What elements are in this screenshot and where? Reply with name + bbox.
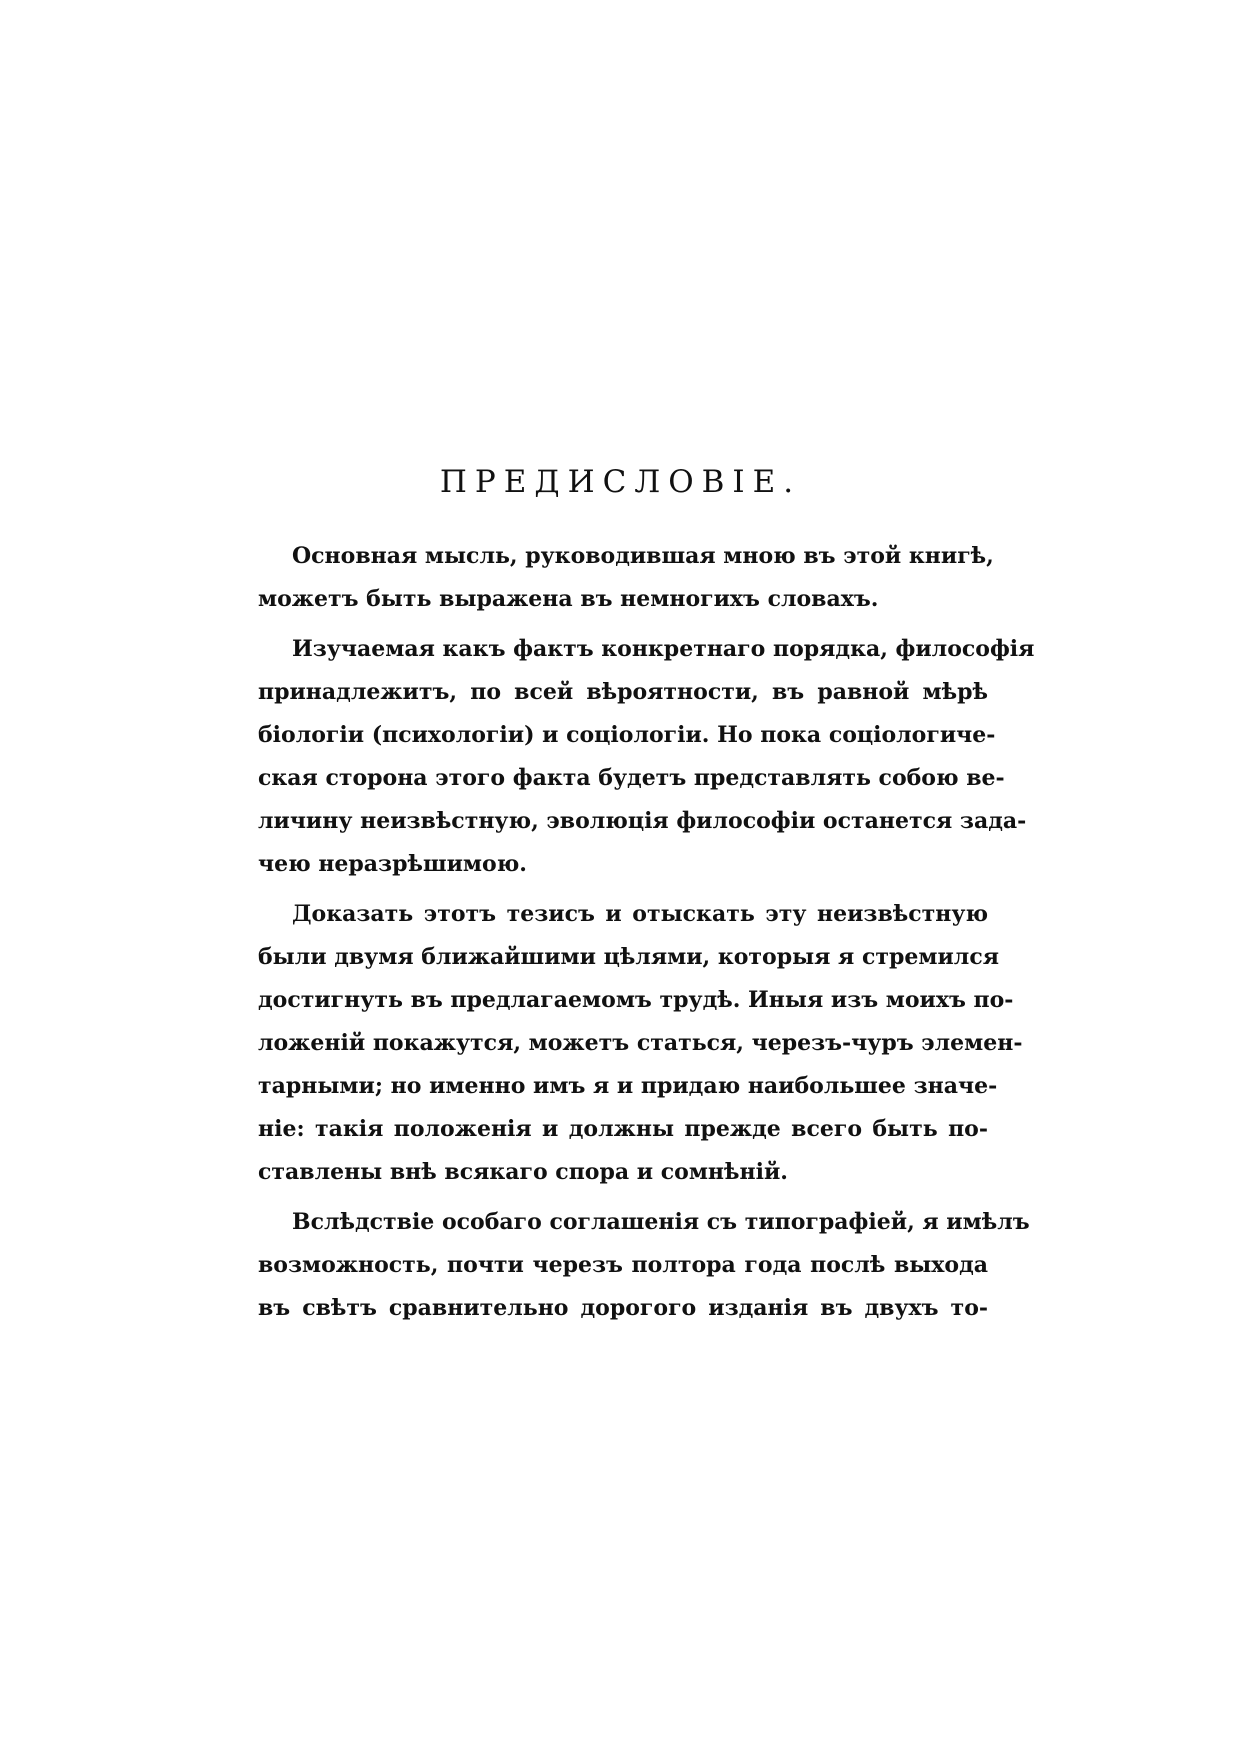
text-line: достигнуть въ предлагаемомъ трудѣ. Иныя изъ моихъ по- [258,987,1014,1013]
text-line: тарными; но именно имъ я и придаю наибольшее значе- [258,1073,998,1099]
text-line: ская сторона этого факта будетъ представлять собою ве- [258,765,1005,791]
text-line: возможность, почти черезъ полтора года послѣ выхода [258,1252,988,1278]
text-line: были двумя ближайшими цѣлями, которыя я стремился [258,944,999,970]
text-line: можетъ быть выражена въ немногихъ словахъ. [258,586,879,612]
paragraph-gap [258,1194,988,1201]
text-line: ніе: такія положенія и должны прежде всего быть по- [258,1116,988,1142]
text-line: личину неизвѣстную, эволюція философіи останется зада- [258,808,1027,834]
text-line: принадлежитъ, по всей вѣроятности, въ равной мѣрѣ [258,679,988,705]
text-line: Основная мысль, руководившая мною въ этой книгѣ, [292,543,994,569]
text-line: въ свѣтъ сравнительно дорогого изданія въ двухъ то- [258,1295,988,1321]
preface-text [258,535,1035,1330]
text-line: біологіи (психологіи) и соціологіи. Но пока соціологиче- [258,722,996,748]
text-line: чею неразрѣшимою. [258,851,527,877]
text-line: Изучаемая какъ фактъ конкретнаго порядка, философія [292,636,1035,662]
text-line: ставлены внѣ всякаго спора и сомнѣній. [258,1159,788,1185]
text-line: ложеній покажутся, можетъ статься, черезъ-чуръ элемен- [258,1030,1023,1056]
paragraph-gap [258,621,988,628]
paragraph-gap [258,886,988,893]
text-line: Вслѣдствіе особаго соглашенія съ типографіей, я имѣлъ [292,1209,1030,1235]
page-title: ПРЕДИСЛОВІЕ. [439,464,802,500]
text-line: Доказать этотъ тезисъ и отыскать эту неизвѣстную [292,901,988,927]
